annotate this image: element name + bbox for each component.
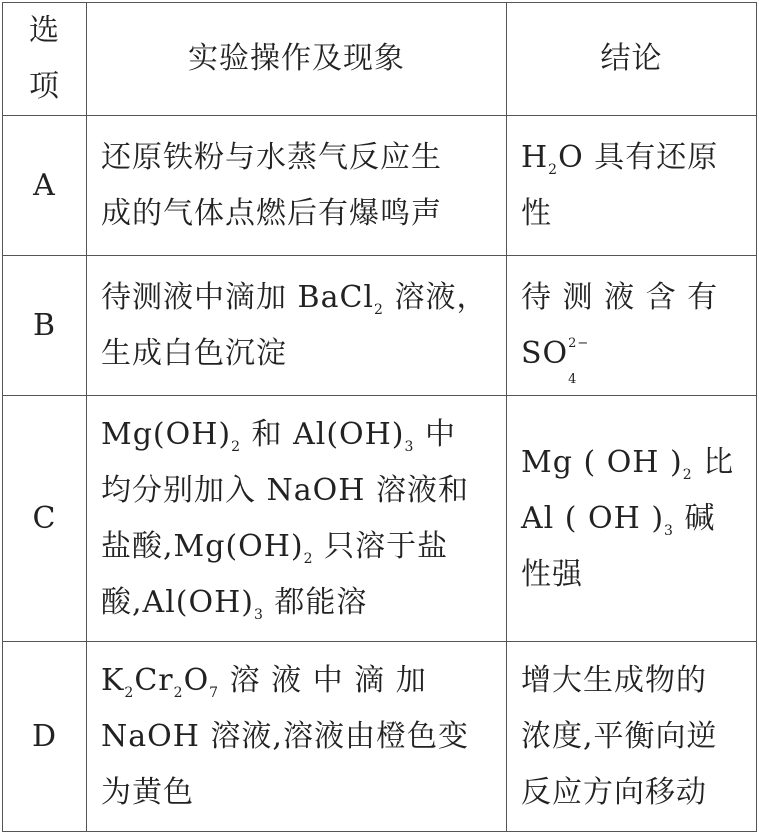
table-row	[3, 642, 757, 832]
table-header-row	[3, 3, 757, 116]
op-line: 生成白色沉淀	[101, 335, 287, 371]
formula-h: H	[521, 139, 549, 175]
subscript: 2	[374, 301, 384, 318]
op-text: 盐酸,Mg(OH)	[101, 528, 304, 564]
op-line: 均分别加入 NaOH 溶液和	[101, 472, 469, 508]
table-row	[3, 396, 757, 642]
header-operation: 实验操作及现象	[87, 3, 507, 116]
row-d-option: D	[3, 642, 87, 832]
row-c-conclusion	[507, 396, 757, 642]
con-line	[521, 491, 742, 547]
op-text: K	[101, 662, 125, 698]
row-d-operation	[87, 642, 507, 832]
subscript: 2	[548, 161, 559, 178]
op-text: 中	[414, 416, 456, 452]
subscript: 2	[303, 550, 314, 567]
con-text: Al ( OH )	[521, 500, 665, 536]
row-b-operation	[87, 256, 507, 396]
op-text: Cr	[134, 662, 174, 698]
con-line	[521, 326, 742, 387]
subscript: 2	[231, 438, 242, 455]
row-a-operation	[87, 116, 507, 256]
row-c-operation	[87, 396, 507, 642]
superscript: 2−	[568, 335, 590, 351]
op-text: 只溶于盐	[313, 528, 449, 564]
con-line: 待 测 液 含 有	[521, 279, 719, 315]
op-line	[101, 270, 492, 326]
op-text: 酸,Al(OH)	[101, 584, 254, 620]
op-text: Mg(OH)	[101, 416, 232, 452]
ion-text: SO	[521, 335, 569, 371]
con-line: 反应方向移动	[521, 774, 707, 810]
op-line: NaOH 溶液,溶液由橙色变	[101, 718, 469, 754]
row-a-option: A	[3, 116, 87, 256]
op-line	[101, 575, 492, 631]
subscript: 3	[404, 438, 415, 455]
con-line	[521, 130, 742, 186]
op-line: 还原铁粉与水蒸气反应生	[101, 139, 442, 175]
op-text: 溶 液 中 滴 加	[219, 662, 427, 698]
subscript: 3	[253, 606, 264, 623]
subscript: 2	[682, 466, 693, 483]
sulfate-ion	[521, 326, 590, 387]
op-text: 待测液中滴加 BaCl	[101, 279, 375, 315]
table-row	[3, 256, 757, 396]
row-b-conclusion	[507, 256, 757, 396]
op-line	[101, 407, 492, 463]
op-line: 为黄色	[101, 774, 194, 810]
op-text: 溶液，	[394, 279, 488, 315]
header-conclusion: 结论	[507, 3, 757, 116]
con-line: 性强	[521, 556, 583, 592]
con-text: O 具有还原	[558, 139, 719, 175]
subscript: 7	[209, 684, 220, 701]
op-text: 和 Al(OH)	[241, 416, 405, 452]
experiment-table	[2, 2, 757, 832]
con-line: 浓度,平衡向逆	[521, 718, 718, 754]
subscript: 3	[664, 522, 674, 539]
row-d-conclusion	[507, 642, 757, 832]
table-row	[3, 116, 757, 256]
subscript: 2	[173, 684, 184, 701]
row-a-conclusion	[507, 116, 757, 256]
con-line	[521, 435, 742, 491]
op-text: 都能溶	[263, 584, 368, 620]
con-text: 碱	[673, 500, 716, 536]
subscript: 2	[124, 684, 135, 701]
row-c-option: C	[3, 396, 87, 642]
con-line: 性	[521, 195, 552, 231]
con-line: 增大生成物的	[521, 662, 707, 698]
op-line	[101, 519, 492, 575]
op-line	[101, 653, 492, 709]
con-text: Mg ( OH )	[521, 444, 683, 480]
con-text: 比	[692, 444, 735, 480]
op-text: O	[183, 662, 210, 698]
subscript: 4	[568, 371, 578, 387]
row-b-option: B	[3, 256, 87, 396]
header-option: 选项	[3, 3, 87, 116]
op-line: 成的气体点燃后有爆鸣声	[101, 195, 442, 231]
